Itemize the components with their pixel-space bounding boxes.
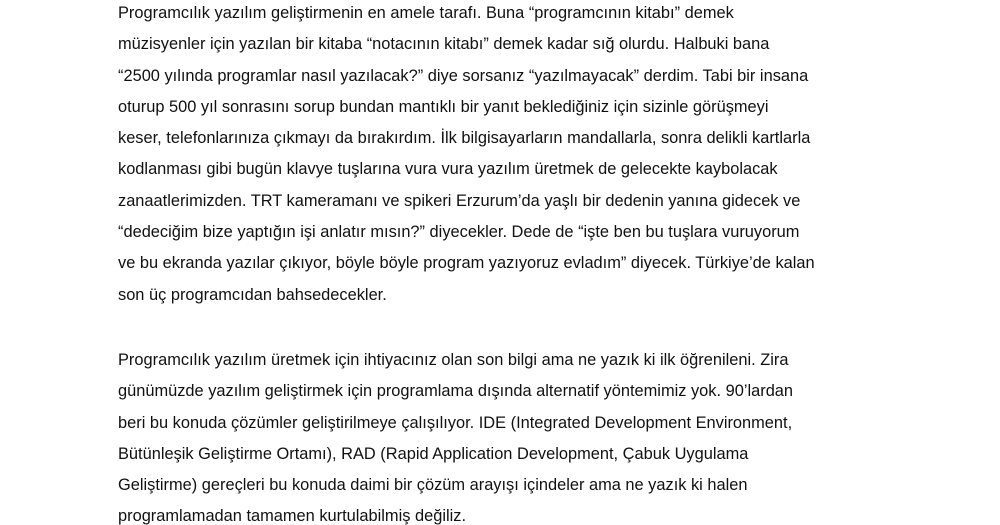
text-line: son üç programcıdan bahsedecekler.: [118, 285, 387, 304]
text-line: ve bu ekranda yazılar çıkıyor, böyle böyle program yazıyoruz evladım” diyecek. Türkiye’de kalan: [118, 254, 815, 273]
text-line: zanaatlerimizden. TRT kameramanı ve spikeri Erzurum’da yaşlı bir dedenin yanına gidecek ve: [118, 191, 801, 210]
text-line: “2500 yılında programlar nasıl yazılacak?” diye sorsanız “yazılmayacak” derdim. Tabi bir insana: [118, 66, 809, 85]
paragraph-1: [118, 0, 918, 311]
text-line: Bütünleşik Geliştirme Ortamı), RAD (Rapid Application Development, Çabuk Uygulama: [118, 444, 749, 463]
text-line: Programcılık yazılım geliştirmenin en amele tarafı. Buna “programcının kitabı” demek: [118, 4, 734, 22]
text-line: Programcılık yazılım üretmek için ihtiyacınız olan son bilgi ama ne yazık ki ilk öğrenileni. Zira: [118, 351, 789, 369]
text-line: keser, telefonlarınıza çıkmayı da bırakırdım. İlk bilgisayarların mandallarla, sonra delikli kartlarla: [118, 129, 811, 148]
text-line: kodlanması gibi bugün klavye tuşlarına vura vura yazılım üretmek de gelecekte kaybolacak: [118, 160, 778, 179]
text-line: “dedeciğim bize yaptığın işi anlatır mısın?” diyecekler. Dede de “işte ben bu tuşlara vuruyorum: [118, 223, 800, 242]
text-line: beri bu konuda çözümler geliştirilmeye çalışılıyor. IDE (Integrated Development Environment,: [118, 413, 793, 432]
text-line: programlamadan tamamen kurtulabilmiş değiliz.: [118, 507, 466, 525]
text-line: günümüzde yazılım geliştirmek için programlama dışında alternatif yöntemimiz yok. 90’lardan: [118, 382, 794, 401]
text-line: oturup 500 yıl sonrasını sorup bundan mantıklı bir yanıt beklediğiniz için sizinle görüşmeyi: [118, 97, 769, 116]
paragraph-2: [118, 345, 918, 525]
text-line: Geliştirme) gereçleri bu konuda daimi bir çözüm arayışı içindeler ama ne yazık ki halen: [118, 476, 748, 495]
text-line: müzisyenler için yazılan bir kitaba “notacının kitabı” demek kadar sığ olurdu. Halbuki bana: [118, 35, 770, 54]
